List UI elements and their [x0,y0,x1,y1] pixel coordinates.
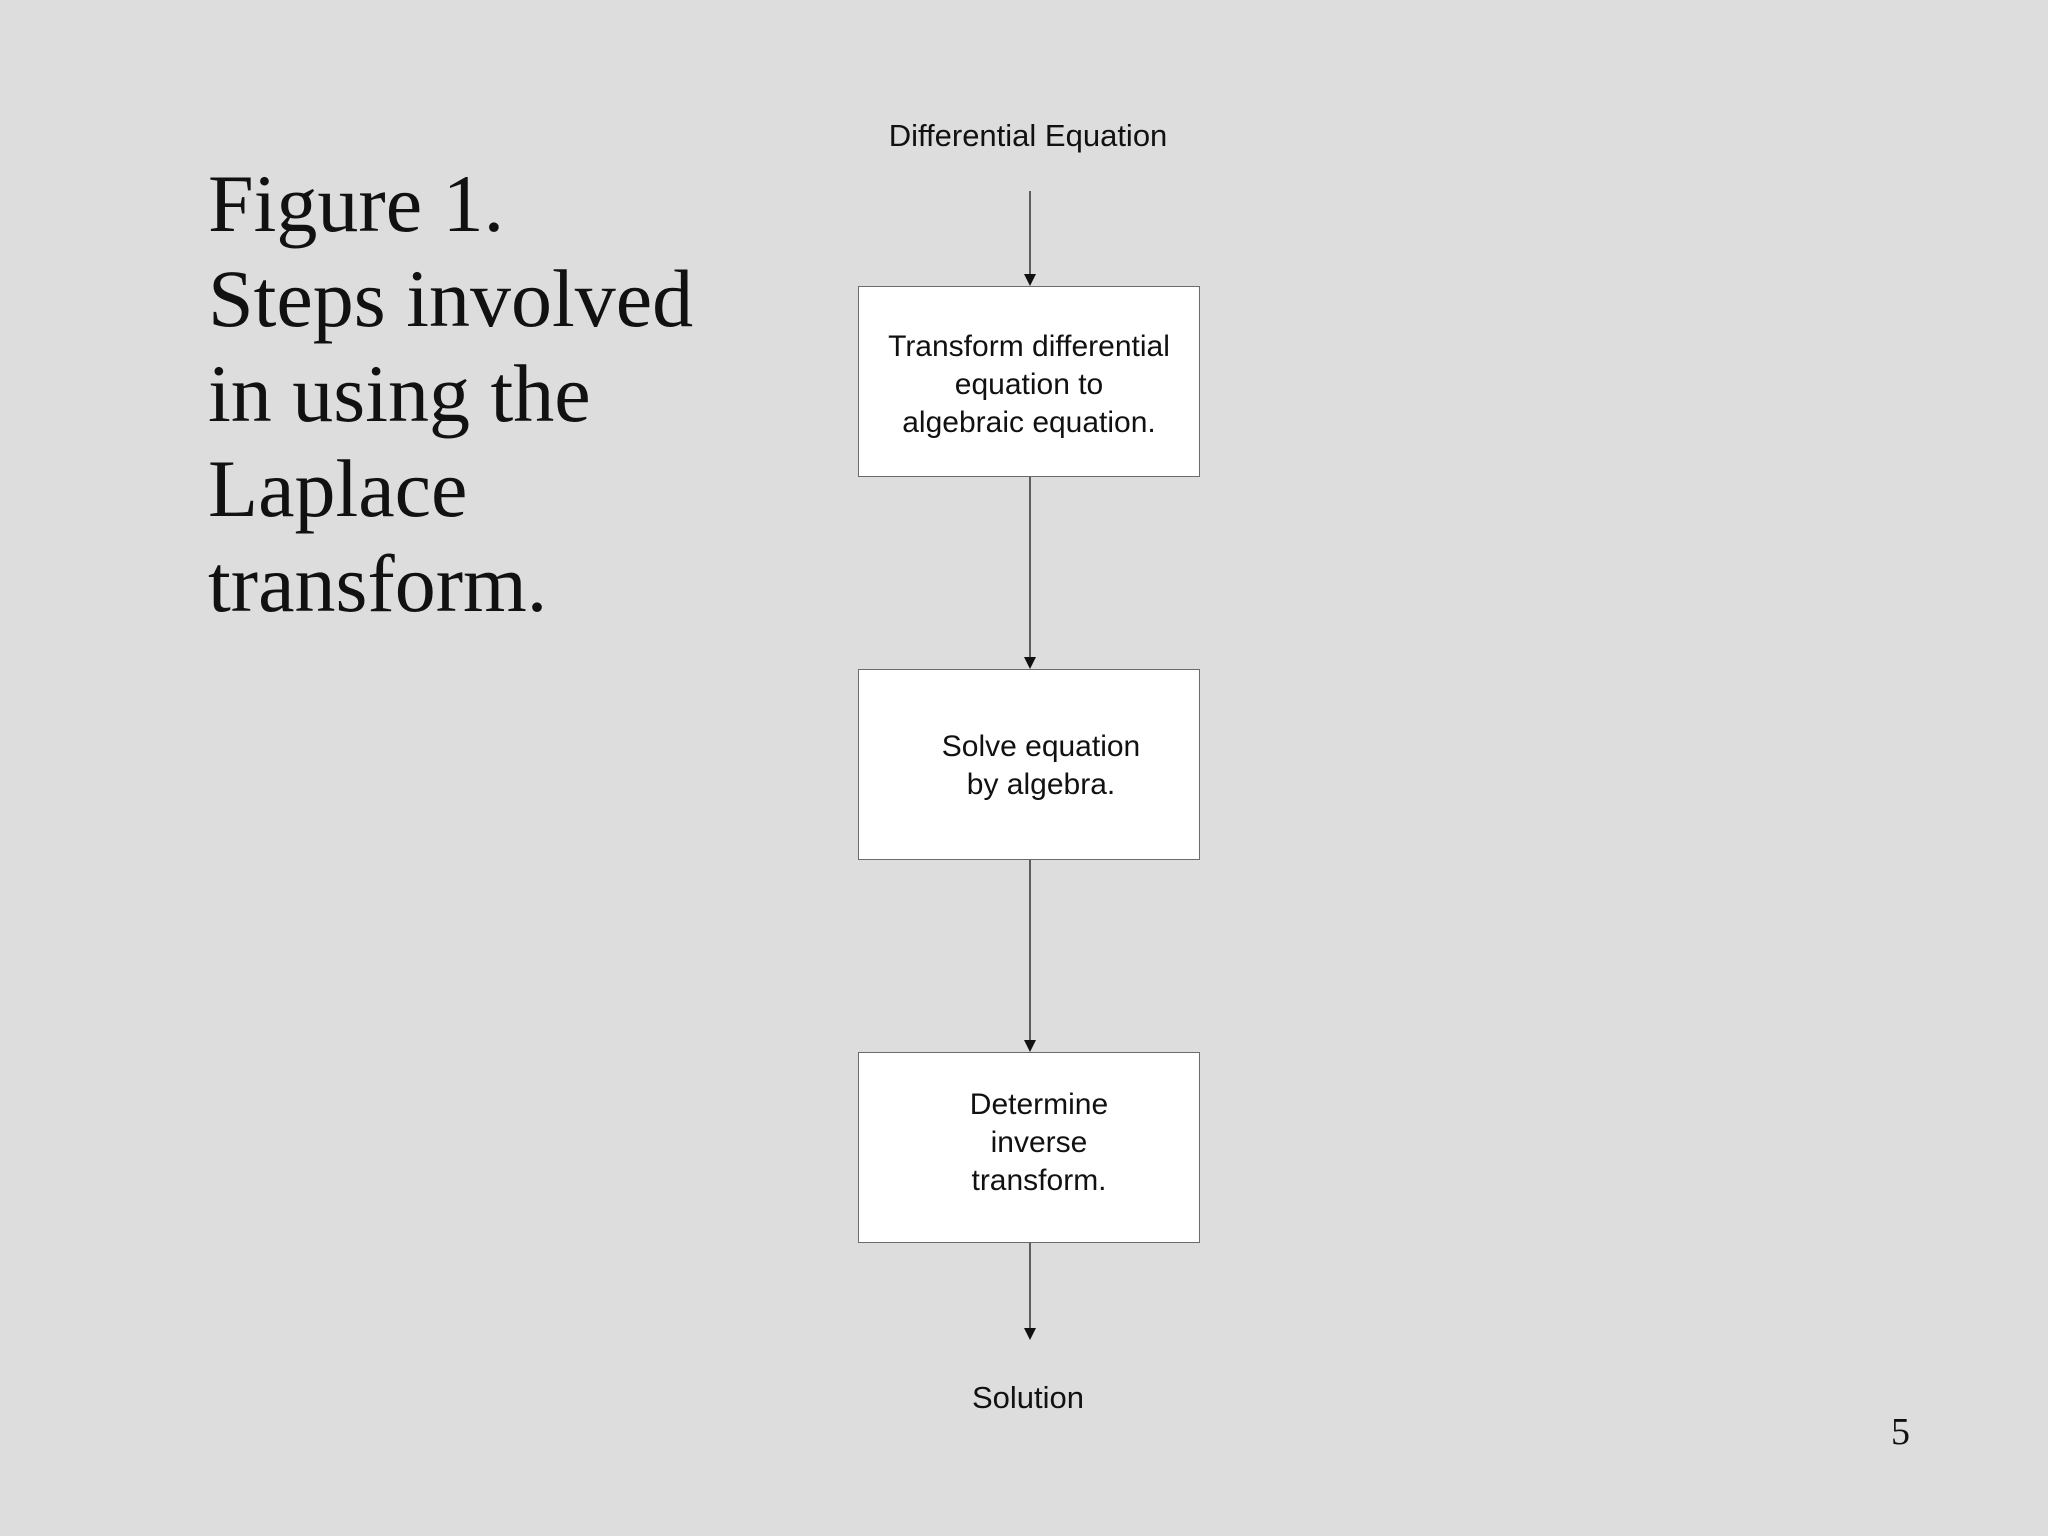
step-text-line: Transform differential [888,330,1170,363]
step-text-line: Solve equation [941,730,1141,763]
step-text-line: Determine [969,1088,1109,1121]
page-number: 5 [1891,1411,1910,1453]
caption-line: Steps involved [208,253,694,344]
end-label: Solution [971,1380,1085,1415]
step-box-transform [858,286,1200,477]
step-box-solve [858,669,1200,860]
step-text [871,728,1211,804]
arrowhead-icon [1024,274,1036,286]
caption-line: in using the [208,348,591,439]
step-text [869,1086,1209,1200]
step-text-line: equation to [954,368,1104,401]
arrowhead-icon [1024,1328,1036,1340]
step-text-line: by algebra. [966,768,1116,801]
caption-line: Figure 1. [208,158,505,249]
caption-line: transform. [208,538,548,629]
caption-line: Laplace [208,443,468,534]
step-text-line: transform. [971,1164,1107,1197]
arrowhead-icon [1024,1040,1036,1052]
step-text-line: algebraic equation. [902,406,1156,439]
start-label: Differential Equation [888,118,1168,153]
step-text-line: inverse [990,1126,1088,1159]
arrowhead-icon [1024,657,1036,669]
step-text [859,328,1199,442]
step-box-inverse [858,1052,1200,1243]
